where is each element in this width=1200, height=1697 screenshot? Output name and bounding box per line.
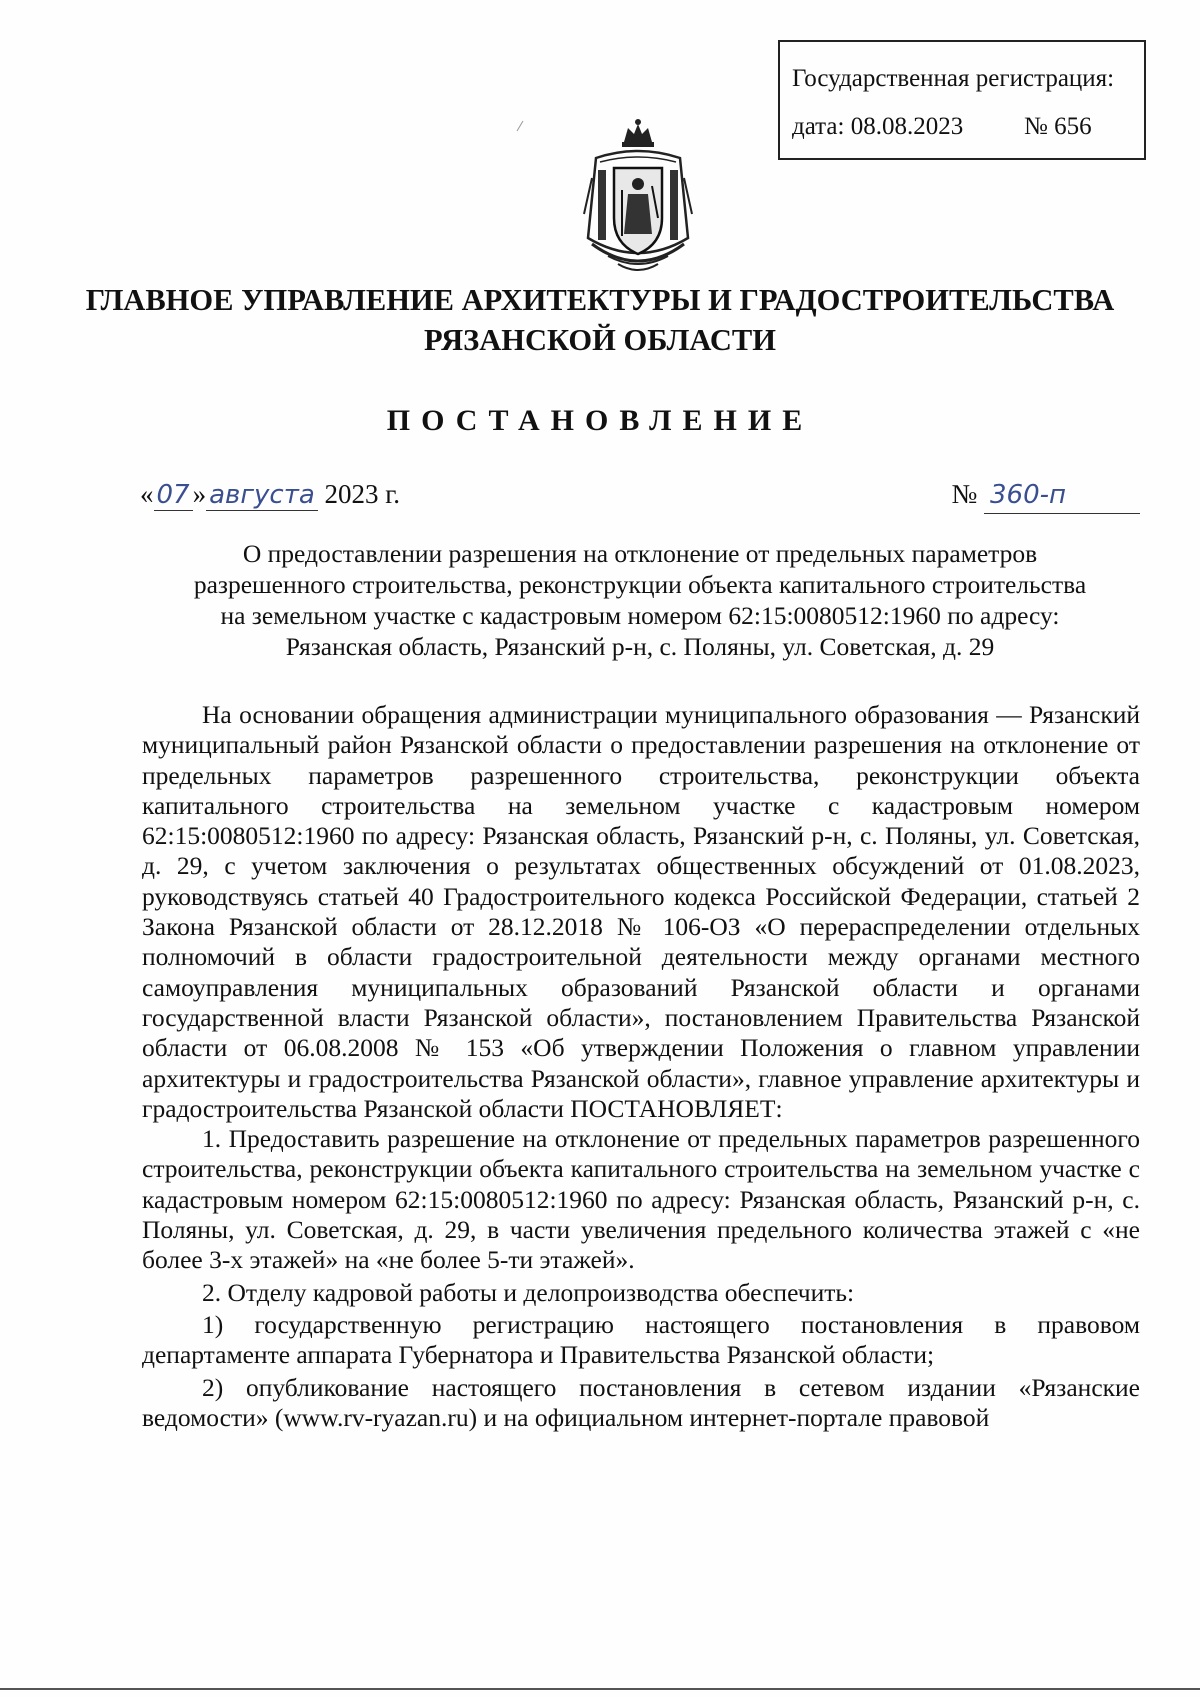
subject-line: О предоставлении разрешения на отклонение от предельных параметров <box>242 539 1038 568</box>
document-number-label: № <box>951 479 978 509</box>
subject-line: на земельном участке с кадастровым номером 62:15:0080512:1960 по адресу: <box>220 601 1060 630</box>
handwritten-day: 07 <box>154 480 193 511</box>
clause-2-subitem-1: 1) государственную регистрацию настоящего постановления в правовом департаменте аппарата Губернатора и Правительства Рязанской области; <box>142 1309 1140 1370</box>
subject-line: разрешенного строительства, реконструкции объекта капитального строительства <box>193 570 1087 599</box>
registration-number: № 656 <box>1024 113 1092 140</box>
registration-title: Государственная регистрация: <box>792 65 1115 92</box>
coat-of-arms-icon <box>578 118 698 278</box>
subject-line: Рязанская область, Рязанский р-н, с. Поляны, ул. Советская, д. 29 <box>285 632 995 661</box>
clause-2-subitem-2: 2) опубликование настоящего постановления в сетевом издании «Рязанские ведомости» (www.rv-ryazan.ru) и на официальном интернет-портале правовой <box>142 1372 1140 1432</box>
document-date <box>140 476 400 513</box>
document-number <box>951 476 1140 514</box>
document-type-heading: ПОСТАНОВЛЕНИЕ <box>386 404 814 437</box>
handwritten-document-number: 360-п <box>984 477 1140 514</box>
date-open-quote: « <box>140 479 154 509</box>
clause-2: 2. Отделу кадровой работы и делопроизводства обеспечить: <box>202 1277 855 1307</box>
clause-1: 1. Предоставить разрешение на отклонение от предельных параметров разрешенного строительства, реконструкции объекта капитального строительства на земельном участке с кадастровым номером 62:15:0080512:1960 по адресу: Рязанская область, Рязанский р-н, с. Поляны, ул. Советская, д. 29, в части увеличения предельного количества этажей с «не более 3-х этажей» на «не более 5-ти этажей». <box>142 1124 1140 1275</box>
document-year: 2023 г. <box>324 479 401 509</box>
document-body <box>142 700 1140 1433</box>
registration-stamp <box>778 40 1146 160</box>
registration-date-row <box>792 112 1132 142</box>
preamble-paragraph: На основании обращения администрации муниципального образования — Рязанский муниципальный район Рязанской области о предоставлении разрешения на отклонение от предельных параметров разрешенного строительства, реконструкции объекта капитального строительства на земельном участке с кадастровым номером 62:15:0080512:1960 по адресу: Рязанская область, Рязанский р-н, с. Поляны, ул. Советская, д. 29, с учетом заключения о результатах общественных обсуждений от 01.08.2023, руководствуясь статьей 40 Градостроительного кодекса Российской Федерации, статьей 2 Закона Рязанской области от 28.12.2018 № 106-ОЗ «О перераспределении отдельных полномочий в области градостроительной деятельности между органами местного самоуправления муниципальных образований Рязанской области и органами государственной власти Рязанской области», постановлением Правительства Рязанской области от 06.08.2008 № 153 «Об утверждении Положения о главном управлении архитектуры и градостроительства Рязанской области», главное управление архитектуры и градостроительства Рязанской области ПОСТАНОВЛЯЕТ: <box>142 700 1140 1123</box>
scan-edge-line <box>0 1688 1200 1690</box>
handwritten-month: августа <box>206 480 318 511</box>
date-number-row <box>140 472 1140 516</box>
document-subject <box>140 538 1140 662</box>
registration-date: дата: 08.08.2023 <box>792 113 964 140</box>
organization-title-line2: РЯЗАНСКОЙ ОБЛАСТИ <box>424 323 776 357</box>
organization-title-line1: ГЛАВНОЕ УПРАВЛЕНИЕ АРХИТЕКТУРЫ И ГРАДОСТРОИТЕЛЬСТВА <box>85 283 1115 317</box>
date-close-quote: » <box>192 479 207 509</box>
stray-pen-mark <box>516 120 524 132</box>
